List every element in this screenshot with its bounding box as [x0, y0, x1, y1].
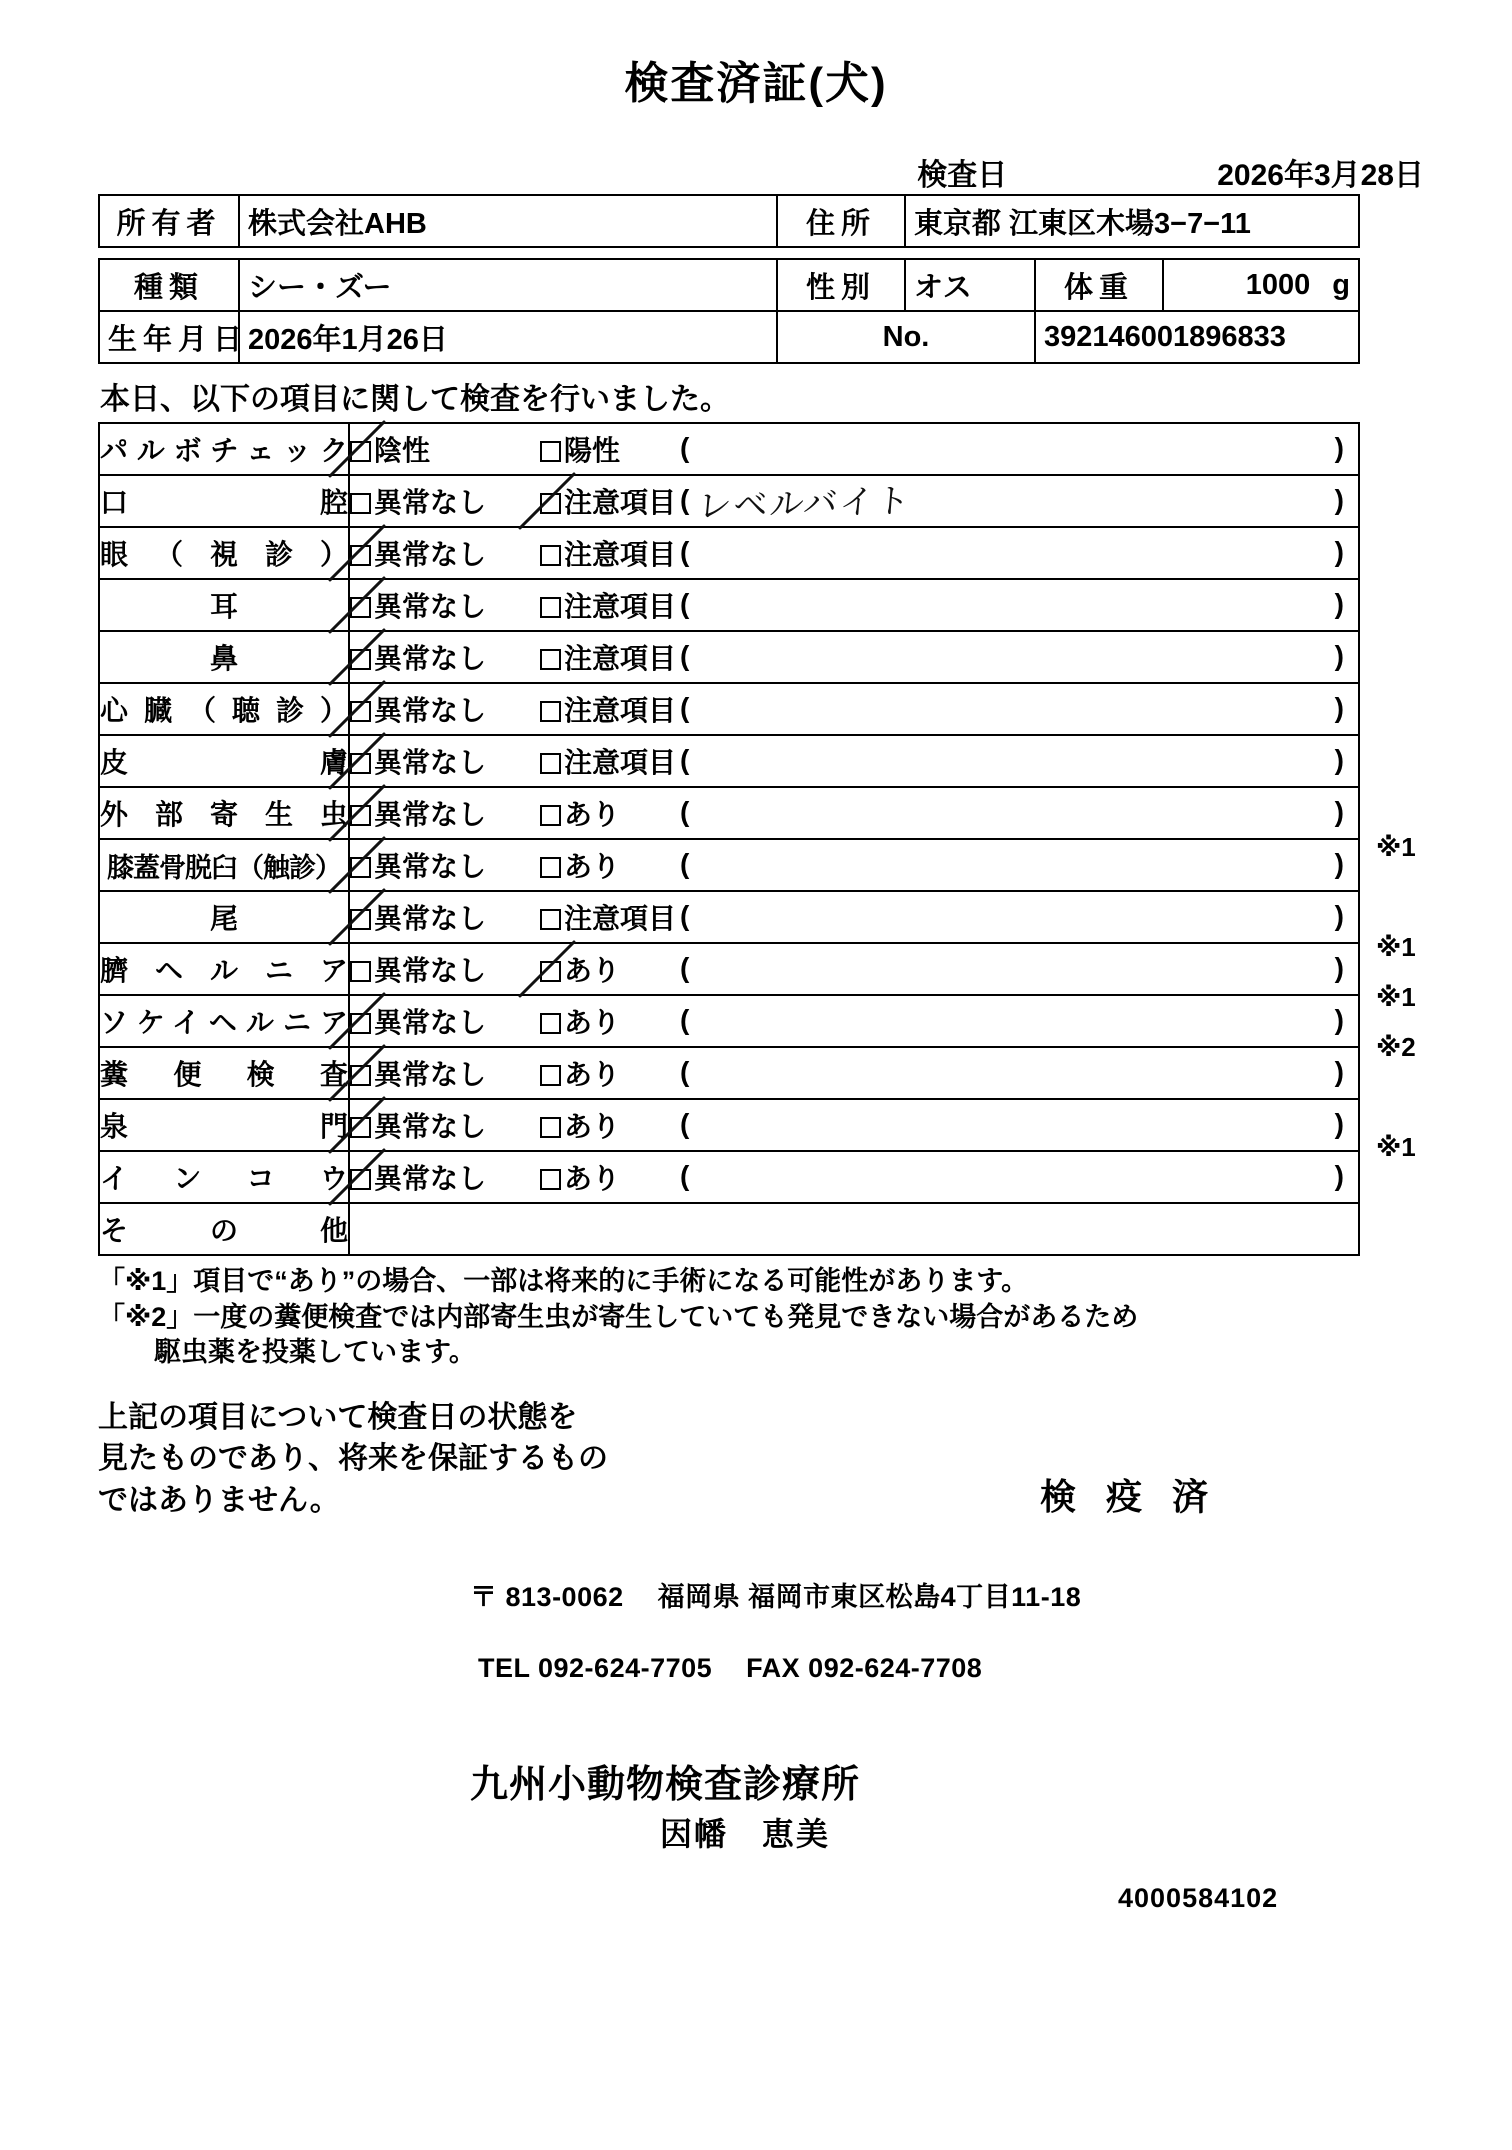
option-2[interactable]: [540, 533, 676, 573]
option-1-label: 異常なし: [374, 747, 487, 778]
item-row: [99, 1047, 1359, 1099]
option-1[interactable]: [350, 741, 540, 781]
item-options: [349, 891, 1359, 943]
footnote-mark: ※1: [1376, 832, 1416, 862]
checkbox-icon[interactable]: [540, 753, 561, 774]
item-row: [99, 943, 1359, 995]
option-1-label: 異常なし: [374, 955, 487, 986]
checkbox-icon[interactable]: [540, 805, 561, 826]
item-options: [349, 579, 1359, 631]
item-label: ソケイヘルニア: [99, 995, 349, 1047]
option-1-label: 異常なし: [374, 851, 487, 882]
option-2[interactable]: [540, 429, 620, 469]
option-2-label: 注意項目: [564, 539, 677, 570]
option-2-label: 注意項目: [564, 747, 677, 778]
fax-number: FAX 092-624-7708: [746, 1652, 983, 1683]
item-label: 耳: [99, 579, 349, 631]
item-row: [99, 891, 1359, 943]
option-1[interactable]: [350, 481, 540, 521]
note-paren-open: (: [680, 1056, 690, 1087]
item-options: [349, 1151, 1359, 1203]
owner-table: [98, 194, 1360, 248]
footnote-mark: ※2: [1376, 1032, 1416, 1062]
option-1-label: 異常なし: [374, 539, 487, 570]
sex-value: オス: [905, 259, 1035, 311]
note-paren-open: (: [680, 1004, 690, 1035]
note-paren-open: (: [680, 640, 690, 671]
footnote-marks-column: [1370, 422, 1460, 1222]
checkbox-icon[interactable]: [540, 1169, 561, 1190]
postal-code: 813-0062: [505, 1581, 624, 1612]
note-paren-open: (: [680, 900, 690, 931]
note-paren-open: (: [680, 588, 690, 619]
weight-unit: g: [1332, 268, 1350, 301]
footnote-mark: ※1: [1376, 982, 1416, 1012]
disclaimer-line-2: 見たものであり、将来を保証するもの: [98, 1442, 608, 1476]
item-options: [349, 631, 1359, 683]
item-label: 糞便検査: [99, 1047, 349, 1099]
option-2-label: あり: [564, 851, 621, 882]
note-paren-close: ): [1334, 1160, 1344, 1191]
disclaimer-line-3: ではありません。: [98, 1483, 340, 1517]
option-2-label: 注意項目: [564, 695, 677, 726]
item-label: 眼（視診）: [99, 527, 349, 579]
item-label: 口 腔: [99, 475, 349, 527]
checkbox-icon[interactable]: [350, 857, 371, 878]
inspection-date-label: 検査日: [917, 159, 1008, 192]
checkbox-icon[interactable]: [350, 649, 371, 670]
checkbox-icon[interactable]: [350, 1065, 371, 1086]
note-paren-close: ): [1334, 900, 1344, 931]
option-2-label: あり: [564, 1163, 621, 1194]
option-1[interactable]: [350, 533, 540, 573]
clinic-contact: [478, 1653, 982, 1684]
option-1-label: 異常なし: [374, 695, 487, 726]
note-paren-open: (: [680, 848, 690, 879]
item-options: [349, 735, 1359, 787]
checkbox-icon[interactable]: [350, 1117, 371, 1138]
address-label: 住所: [777, 195, 905, 247]
weight-label: 体重: [1035, 259, 1163, 311]
note-paren-open: (: [680, 1108, 690, 1139]
option-1-label: 異常なし: [374, 487, 487, 518]
checkbox-icon[interactable]: [540, 701, 561, 722]
footnote-mark: [1370, 472, 1460, 522]
footnote-mark: [1370, 572, 1460, 622]
option-1[interactable]: [350, 637, 540, 677]
footnote-mark: ※1: [1376, 1132, 1416, 1162]
option-2-label: あり: [564, 955, 621, 986]
option-2[interactable]: [540, 741, 676, 781]
footnote-mark: [1370, 722, 1460, 772]
disclaimer: [98, 1397, 608, 1521]
option-1-label: 異常なし: [374, 643, 487, 674]
birth-value: 2026年1月26日: [239, 311, 777, 363]
footnote-mark: [1370, 622, 1460, 672]
item-label: 泉 門: [99, 1099, 349, 1151]
option-1-label: 異常なし: [374, 903, 487, 934]
checkbox-icon[interactable]: [350, 1169, 371, 1190]
handwritten-note: レベルバイト: [695, 481, 914, 527]
item-row: [99, 527, 1359, 579]
breed-label: 種類: [99, 259, 239, 311]
item-label: 尾: [99, 891, 349, 943]
quarantine-stamp: 検 疫 済: [1040, 1475, 1219, 1517]
option-1[interactable]: [350, 1157, 540, 1197]
item-row: [99, 1203, 1359, 1255]
note-paren-close: ): [1334, 796, 1344, 827]
item-options: [349, 423, 1359, 475]
items-section: [98, 422, 1418, 1256]
checkbox-icon[interactable]: [350, 545, 371, 566]
item-label: 臍ヘルニア: [99, 943, 349, 995]
note-paren-close: ): [1334, 848, 1344, 879]
checkbox-icon[interactable]: [540, 597, 561, 618]
option-1-label: 異常なし: [374, 1111, 487, 1142]
checkbox-icon[interactable]: [350, 597, 371, 618]
checkbox-icon[interactable]: [540, 1065, 561, 1086]
option-1-label: 異常なし: [374, 591, 487, 622]
option-1[interactable]: [350, 429, 540, 469]
note-paren-open: (: [680, 952, 690, 983]
footnotes: [98, 1264, 1512, 1371]
checkbox-icon[interactable]: [540, 857, 561, 878]
option-2-label: 注意項目: [564, 487, 677, 518]
note-paren-close: ): [1334, 744, 1344, 775]
note-paren-close: ): [1334, 1004, 1344, 1035]
item-row: [99, 735, 1359, 787]
note-paren-open: (: [680, 484, 690, 515]
footnote-mark: [1370, 422, 1460, 472]
note-paren-close: ): [1334, 484, 1344, 515]
footnote-mark: [1370, 872, 1460, 922]
option-1[interactable]: [350, 1105, 540, 1145]
option-2[interactable]: [540, 1053, 620, 1093]
checkbox-icon[interactable]: [350, 909, 371, 930]
weight-value: 1000: [1245, 268, 1311, 301]
checkbox-icon[interactable]: [540, 1117, 561, 1138]
option-2[interactable]: [540, 949, 620, 989]
option-1-label: 異常なし: [374, 1059, 487, 1090]
footer-section: [0, 1397, 1512, 1957]
note-paren-close: ): [1334, 952, 1344, 983]
footnote-3: 駆虫薬を投薬しています。: [154, 1337, 476, 1368]
note-paren-open: (: [680, 1160, 690, 1191]
option-2[interactable]: [540, 897, 676, 937]
option-2-label: 注意項目: [564, 643, 677, 674]
item-row: [99, 683, 1359, 735]
item-label: 皮 膚: [99, 735, 349, 787]
option-2[interactable]: [540, 845, 620, 885]
item-options: [349, 787, 1359, 839]
option-2[interactable]: [540, 793, 620, 833]
birth-row: [99, 311, 1359, 363]
option-1[interactable]: [350, 845, 540, 885]
clinic-name: 九州小動物検査診療所: [470, 1763, 861, 1806]
checkbox-icon[interactable]: [540, 909, 561, 930]
item-options: [349, 1047, 1359, 1099]
option-1[interactable]: [350, 1053, 540, 1093]
note-paren-close: ): [1334, 588, 1344, 619]
note-paren-close: ): [1334, 1108, 1344, 1139]
note-paren-open: (: [680, 796, 690, 827]
no-label: No.: [777, 311, 1035, 363]
footnote-mark: [1370, 1072, 1460, 1122]
inspection-date-value: 2026年3月28日: [1217, 159, 1424, 192]
address-text: 福岡県 福岡市東区松島4丁目11-18: [657, 1581, 1082, 1612]
checkbox-icon[interactable]: [350, 961, 371, 982]
footnote-mark: [1370, 772, 1460, 822]
inspection-date-line: [0, 150, 1512, 194]
owner-row: [99, 195, 1359, 247]
footnote-1: 「※1」項目で“あり”の場合、一部は将来的に手術になる可能性があります。: [98, 1266, 1029, 1296]
option-2-label: あり: [564, 1059, 621, 1090]
option-2-label: 注意項目: [564, 591, 677, 622]
item-label: 心臓（聴診）: [99, 683, 349, 735]
item-options: [349, 527, 1359, 579]
option-1-label: 異常なし: [374, 799, 487, 830]
item-row: [99, 1099, 1359, 1151]
item-options: [349, 943, 1359, 995]
option-1-label: 陰性: [374, 435, 431, 466]
weight-cell: [1163, 259, 1359, 311]
item-row: [99, 631, 1359, 683]
item-row: [99, 995, 1359, 1047]
option-2[interactable]: [540, 1157, 620, 1197]
telephone-number: TEL 092-624-7705: [478, 1652, 713, 1683]
option-2[interactable]: [540, 689, 676, 729]
sex-label: 性別: [777, 259, 905, 311]
option-1[interactable]: [350, 585, 540, 625]
address-value: 東京都 江東区木場3−7−11: [905, 195, 1359, 247]
checkbox-icon[interactable]: [350, 1013, 371, 1034]
item-label: 鼻: [99, 631, 349, 683]
owner-value: 株式会社AHB: [239, 195, 777, 247]
postal-mark-icon: 〒: [470, 1581, 498, 1612]
option-1[interactable]: [350, 1001, 540, 1041]
veterinarian-name: 因幡 恵美: [660, 1815, 831, 1852]
checkbox-icon[interactable]: [540, 649, 561, 670]
note-paren-close: ): [1334, 640, 1344, 671]
option-2-label: 注意項目: [564, 903, 677, 934]
breed-row: [99, 259, 1359, 311]
item-options: [349, 683, 1359, 735]
item-row: [99, 1151, 1359, 1203]
item-label: 膝蓋骨脱臼（触診）: [99, 839, 349, 891]
option-2-label: あり: [564, 1007, 621, 1038]
note-paren-close: ): [1334, 536, 1344, 567]
note-paren-open: (: [680, 432, 690, 463]
checkbox-icon[interactable]: [350, 441, 371, 462]
item-row: [99, 787, 1359, 839]
option-2[interactable]: [540, 637, 676, 677]
checkbox-icon[interactable]: [540, 1013, 561, 1034]
option-1[interactable]: [350, 793, 540, 833]
item-options: [349, 995, 1359, 1047]
checkbox-icon[interactable]: [540, 441, 561, 462]
reference-number: 4000584102: [1118, 1882, 1279, 1913]
clinic-address: [470, 1575, 1081, 1614]
items-table: [98, 422, 1360, 1256]
footnote-mark: [1370, 522, 1460, 572]
checkbox-icon[interactable]: [350, 805, 371, 826]
option-1[interactable]: [350, 949, 540, 989]
disclaimer-line-1: 上記の項目について検査日の状態を: [98, 1400, 578, 1434]
item-options: [349, 1203, 1359, 1255]
note-paren-open: (: [680, 744, 690, 775]
option-1[interactable]: [350, 897, 540, 937]
item-row: [99, 423, 1359, 475]
item-options: [349, 1099, 1359, 1151]
item-row: [99, 839, 1359, 891]
option-1[interactable]: [350, 689, 540, 729]
note-paren-close: ): [1334, 432, 1344, 463]
option-2[interactable]: [540, 1105, 620, 1145]
item-options: [349, 839, 1359, 891]
birth-label: 生年月日: [99, 311, 239, 363]
note-paren-open: (: [680, 692, 690, 723]
item-label: インコウ: [99, 1151, 349, 1203]
owner-label: 所有者: [99, 195, 239, 247]
animal-table: [98, 258, 1360, 364]
checkbox-icon[interactable]: [540, 493, 561, 514]
statement-text: 本日、以下の項目に関して検査を行いました。: [100, 383, 730, 416]
breed-value: シー・ズー: [239, 259, 777, 311]
option-2-label: 陽性: [564, 435, 621, 466]
checkbox-icon[interactable]: [350, 493, 371, 514]
checkbox-icon[interactable]: [540, 961, 561, 982]
checkbox-icon[interactable]: [540, 545, 561, 566]
item-label: パルボチェック: [99, 423, 349, 475]
item-label: 外部寄生虫: [99, 787, 349, 839]
footnote-mark: [1370, 672, 1460, 722]
option-2-label: あり: [564, 799, 621, 830]
footnote-2: 「※2」一度の糞便検査では内部寄生虫が寄生していても発見できない場合があるため: [98, 1301, 1139, 1332]
item-label: そ の 他: [99, 1203, 349, 1255]
item-row: [99, 579, 1359, 631]
option-2[interactable]: [540, 1001, 620, 1041]
footnote-mark: [1370, 1172, 1460, 1222]
option-2[interactable]: [540, 481, 676, 521]
checkbox-icon[interactable]: [350, 701, 371, 722]
no-value: 392146001896833: [1035, 311, 1359, 363]
checkbox-icon[interactable]: [350, 753, 371, 774]
option-1-label: 異常なし: [374, 1163, 487, 1194]
option-1-label: 異常なし: [374, 1007, 487, 1038]
note-paren-open: (: [680, 536, 690, 567]
option-2[interactable]: [540, 585, 676, 625]
page-title: 検査済証(犬): [624, 59, 888, 108]
footnote-mark: ※1: [1376, 932, 1416, 962]
option-2-label: あり: [564, 1111, 621, 1142]
note-paren-close: ): [1334, 692, 1344, 723]
note-paren-close: ): [1334, 1056, 1344, 1087]
